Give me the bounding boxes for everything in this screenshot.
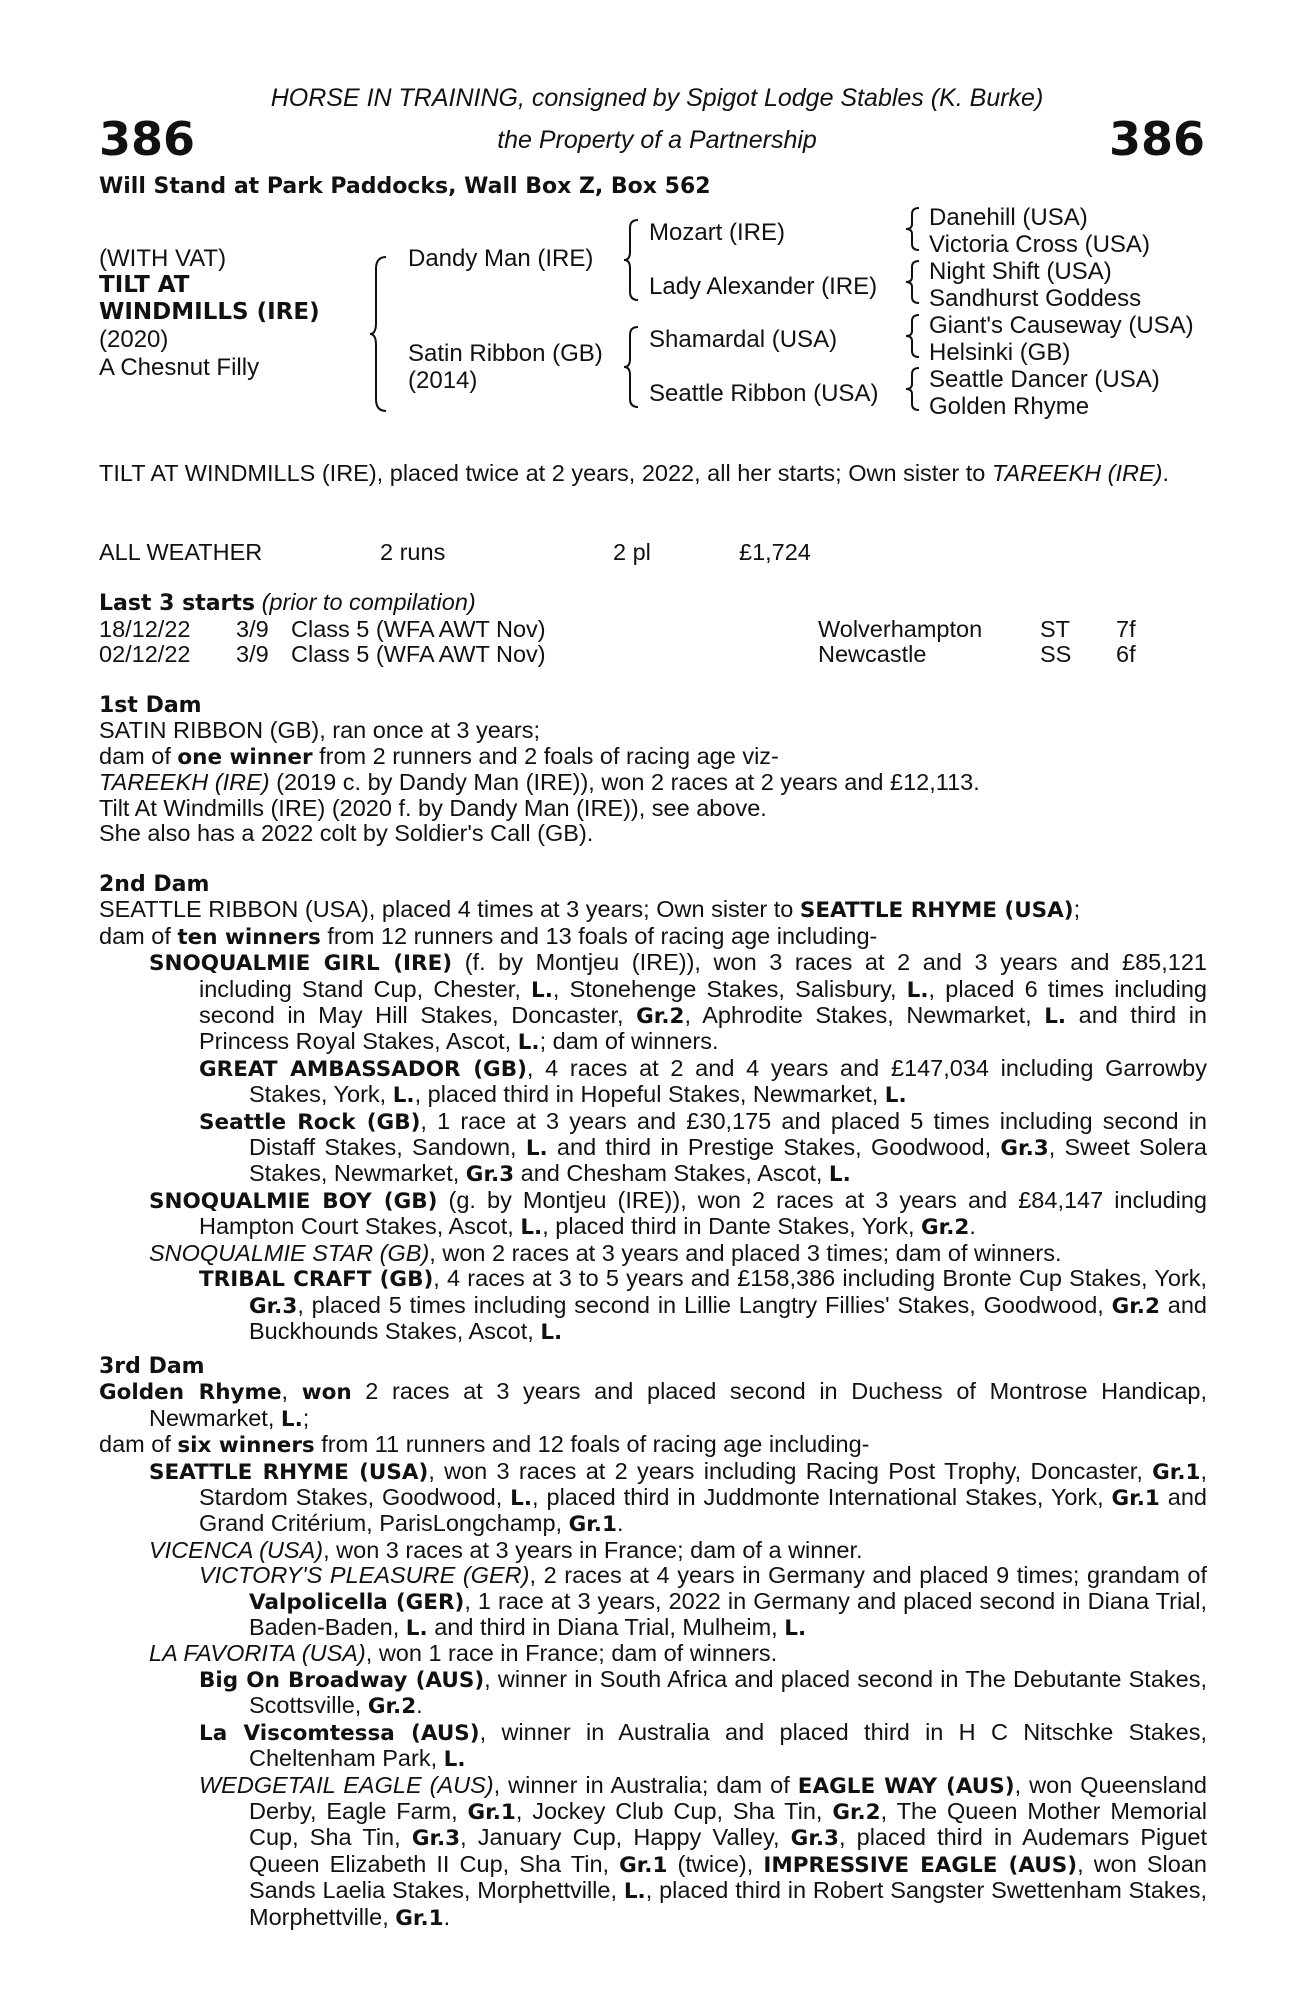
vat-note: (WITH VAT) (99, 245, 227, 272)
horse-summary: TILT AT WINDMILLS (IRE), placed twice at 2 years, 2022, all her starts; Own sister to TAREEKH (IRE). (99, 460, 1170, 486)
record-earnings: £1,724 (739, 539, 811, 565)
third-dam-section: 3rd Dam Golden Rhyme, won 2 races at 3 years and placed second in Duchess of Montrose Handicap, Newmarket, L.; dam of six winners from 11 runners and 12 foals of racing age including- SEATTLE RHYME (USA), won 3 races at 2 years including Racing Post Trophy, Doncaster, Gr.1, Stardom Stakes, Goodwood, L., placed third in Juddmonte International Stakes, York, Gr.1 and Grand Critérium, ParisLongchamp, Gr.1. VICENCA (USA), won 3 races at 3 years in France; dam of a winner. VICTORY'S PLEASURE (GER), 2 races at 4 years in Germany and placed 9 times; grandam of Valpolicella (GER), 1 race at 3 years, 2022 in Germany and placed second in Diana Trial, Baden-Baden, L. and third in Diana Trial, Mulheim, L. LA FAVORITA (USA), won 1 race in France; dam of winners. Big On Broadway (AUS), winner in South Africa and placed second in The Debutante Stakes, Scottsville, Gr.2. La Viscomtessa (AUS), winner in Australia and placed third in H C Nitschke Stakes, Cheltenham Park, L. WEDGETAIL EAGLE (AUS), winner in Australia; dam of EAGLE WAY (AUS), won Queensland Derby, Eagle Farm, Gr.1, Jockey Club Cup, Sha Tin, Gr.2, The Queen Mother Memorial Cup, Sha Tin, Gr.3, January Cup, Happy Valley, Gr.3, placed third in Audemars Piguet Queen Elizabeth II Cup, Sha Tin, Gr.1 (twice), IMPRESSIVE EAGLE (AUS), won Sloan Sands Laelia Stakes, Morphettville, L., placed third in Robert Sangster Swettenham Stakes, Morphettville, Gr.1. (99, 1354, 1208, 1931)
produce-record: SEATTLE RHYME (USA), won 3 races at 2 years including Racing Post Trophy, Doncaster, Gr.1, Stardom Stakes, Goodwood, L., placed third in Juddmonte International Stakes, York, Gr.1 and Grand Critérium, ParisLongchamp, Gr.1. (149, 1457, 1207, 1538)
produce-record: Big On Broadway (AUS), winner in South Africa and placed second in The Debutante Stakes, Scottsville, Gr.2. (199, 1665, 1207, 1720)
stand-location: Will Stand at Park Paddocks, Wall Box Z, Box 562 (99, 174, 711, 199)
produce-record: VICTORY'S PLEASURE (GER), 2 races at 4 years in Germany and placed 9 times; grandam of Valpolicella (GER), 1 race at 3 years, 2022 in Germany and placed second in Diana Trial, Baden-Baden, L. and third in Diana Trial, Mulheim, L. (199, 1562, 1207, 1642)
produce-record: WEDGETAIL EAGLE (AUS), winner in Australia; dam of EAGLE WAY (AUS), won Queensland Derby, Eagle Farm, Gr.1, Jockey Club Cup, Sha Tin, Gr.2, The Queen Mother Memorial Cup, Sha Tin, Gr.3, January Cup, Happy Valley, Gr.3, placed third in Audemars Piguet Queen Elizabeth II Cup, Sha Tin, Gr.1 (twice), IMPRESSIVE EAGLE (AUS), won Sloan Sands Laelia Stakes, Morphettville, L., placed third in Robert Sangster Swettenham Stakes, Morphettville, Gr.1. (199, 1771, 1208, 1931)
produce-record: SNOQUALMIE BOY (GB) (g. by Montjeu (IRE)), won 2 races at 3 years and £84,147 including Hampton Court Stakes, Ascot, L., placed third in Dante Stakes, York, Gr.2. (149, 1186, 1207, 1241)
produce-record: La Viscomtessa (AUS), winner in Australia and placed third in H C Nitschke Stakes, Cheltenham Park, L. (199, 1718, 1207, 1773)
pedigree-brace-gg1 (903, 206, 923, 252)
dam-sire-name: Shamardal (USA) (649, 326, 838, 353)
second-dam-section: 2nd Dam SEATTLE RIBBON (USA), placed 4 times at 3 years; Own sister to SEATTLE RHYME (USA); dam of ten winners from 12 runners and 13 foals of racing age including- SNOQUALMIE GIRL (IRE) (f. by Montjeu (IRE)), won 3 races at 2 and 3 years and £85,121 including Stand Cup, Chester, L., Stonehenge Stakes, Salisbury, L., placed 6 times including second in May Hill Stakes, Doncaster, Gr.2, Aphrodite Stakes, Newmarket, L. and third in Princess Royal Stakes, Ascot, L.; dam of winners. GREAT AMBASSADOR (GB), 4 races at 2 and 4 years and £147,034 including Garrowby Stakes, York, L., placed third in Hopeful Stakes, Newmarket, L. Seattle Rock (GB), 1 race at 3 years and £30,175 and placed 5 times including second in Distaff Stakes, Sandown, L. and third in Prestige Stakes, Goodwood, Gr.3, Sweet Solera Stakes, Newmarket, Gr.3 and Chesham Stakes, Ascot, L. SNOQUALMIE BOY (GB) (g. by Montjeu (IRE)), won 2 races at 3 years and £84,147 including Hampton Court Stakes, Ascot, L., placed third in Dante Stakes, York, Gr.2. SNOQUALMIE STAR (GB), won 2 races at 3 years and placed 3 times; dam of winners. TRIBAL CRAFT (GB), 4 races at 3 to 5 years and £158,386 including Bronte Cup Stakes, York, Gr.3, placed 5 times including second in Lillie Langtry Fillies' Stakes, Goodwood, Gr.2 and Buckhounds Stakes, Ascot, L. (99, 872, 1208, 1345)
ggp-4: Sandhurst Goddess (929, 285, 1142, 312)
ggp-5: Giant's Causeway (USA) (929, 312, 1194, 339)
start-date: 02/12/22 (99, 641, 191, 667)
ggp-3: Night Shift (USA) (929, 258, 1112, 285)
dam-year: (2014) (408, 367, 478, 394)
start-surface: SS (1040, 641, 1072, 667)
start-position: 3/9 (236, 616, 269, 642)
pedigree-brace-gg2 (903, 259, 923, 305)
ggp-1: Danehill (USA) (929, 204, 1088, 231)
dam-name: Satin Ribbon (GB) (408, 340, 603, 367)
sire-name: Dandy Man (IRE) (408, 245, 594, 272)
sire-sire-name: Mozart (IRE) (649, 219, 786, 246)
last-starts-note: (prior to compilation) (261, 589, 476, 615)
pedigree-brace-dam (622, 325, 642, 409)
ggp-8: Golden Rhyme (929, 393, 1090, 420)
start-surface: ST (1040, 616, 1071, 642)
produce-record: LA FAVORITA (USA), won 1 race in France; dam of winners. (149, 1640, 778, 1667)
consignor-line: HORSE IN TRAINING, consigned by Spigot Lodge Stables (K. Burke) (270, 84, 1044, 112)
record-surface: ALL WEATHER (99, 539, 263, 565)
ggp-7: Seattle Dancer (USA) (929, 366, 1160, 393)
produce-record: SNOQUALMIE STAR (GB), won 2 races at 3 years and placed 3 times; dam of winners. (149, 1239, 1062, 1266)
lot-number-right: 386 (1108, 112, 1205, 166)
start-date: 18/12/22 (99, 616, 191, 642)
pedigree-brace-main (368, 255, 390, 413)
ggp-2: Victoria Cross (USA) (929, 231, 1150, 258)
record-runs: 2 runs (380, 539, 446, 565)
pedigree-brace-gg4 (903, 366, 923, 412)
pedigree-brace-sire (622, 218, 642, 302)
horse-year: (2020) (99, 326, 169, 353)
dam-dam-name: Seattle Ribbon (USA) (649, 380, 879, 407)
first-dam-heading: 1st Dam (99, 693, 202, 718)
pedigree-brace-gg3 (903, 313, 923, 359)
lot-number-left: 386 (99, 112, 196, 166)
last-starts-title: Last 3 starts (99, 591, 256, 616)
start-distance: 7f (1116, 616, 1136, 642)
produce-record: Seattle Rock (GB), 1 race at 3 years and £30,175 and placed 5 times including second in Distaff Stakes, Sandown, L. and third in Prestige Stakes, Goodwood, Gr.3, Sweet Solera Stakes, Newmarket, Gr.3 and Chesham Stakes, Ascot, L. (199, 1107, 1207, 1188)
start-distance: 6f (1116, 641, 1136, 667)
start-course: Newcastle (818, 641, 927, 667)
horse-name-line2: WINDMILLS (IRE) (99, 299, 320, 325)
record-placed: 2 pl (613, 539, 651, 565)
start-race: Class 5 (WFA AWT Nov) (291, 616, 546, 642)
second-dam-heading: 2nd Dam (99, 872, 210, 897)
horse-name-line1: TILT AT (99, 272, 190, 298)
produce-record: VICENCA (USA), won 3 races at 3 years in France; dam of a winner. (149, 1536, 863, 1563)
ggp-6: Helsinki (GB) (929, 339, 1071, 366)
start-position: 3/9 (236, 641, 269, 667)
third-dam-heading: 3rd Dam (99, 1354, 205, 1379)
sire-dam-name: Lady Alexander (IRE) (649, 273, 878, 300)
produce-record: TRIBAL CRAFT (GB), 4 races at 3 to 5 years and £158,386 including Bronte Cup Stakes, York, Gr.3, placed 5 times including second in Lillie Langtry Fillies' Stakes, Goodwood, Gr.2 and Buckhounds Stakes, Ascot, L. (199, 1265, 1208, 1345)
produce-record: GREAT AMBASSADOR (GB), 4 races at 2 and 4 years and £147,034 including Garrowby Stakes, York, L., placed third in Hopeful Stakes, Newmarket, L. (199, 1054, 1207, 1109)
sister-name: TAREEKH (991, 460, 1102, 486)
first-dam-section: 1st Dam SATIN RIBBON (GB), ran once at 3 years; dam of one winner from 2 runners and 2 foals of racing age viz- TAREEKH (IRE) (2019 c. by Dandy Man (IRE)), won 2 races at 2 years and £12,113. Tilt At Windmills (IRE) (2020 f. by Dandy Man (IRE)), see above. She also has a 2022 colt by Soldier's Call (GB). (99, 693, 980, 847)
start-course: Wolverhampton (818, 616, 983, 642)
produce-record: SNOQUALMIE GIRL (IRE) (f. by Montjeu (IRE)), won 3 races at 2 and 3 years and £85,121 including Stand Cup, Chester, L., Stonehenge Stakes, Salisbury, L., placed 6 times including second in May Hill Stakes, Doncaster, Gr.2, Aphrodite Stakes, Newmarket, L. and third in Princess Royal Stakes, Ascot, L.; dam of winners. (149, 949, 1207, 1056)
start-race: Class 5 (WFA AWT Nov) (291, 641, 546, 667)
property-line: the Property of a Partnership (497, 126, 817, 154)
horse-description: A Chesnut Filly (99, 354, 260, 381)
